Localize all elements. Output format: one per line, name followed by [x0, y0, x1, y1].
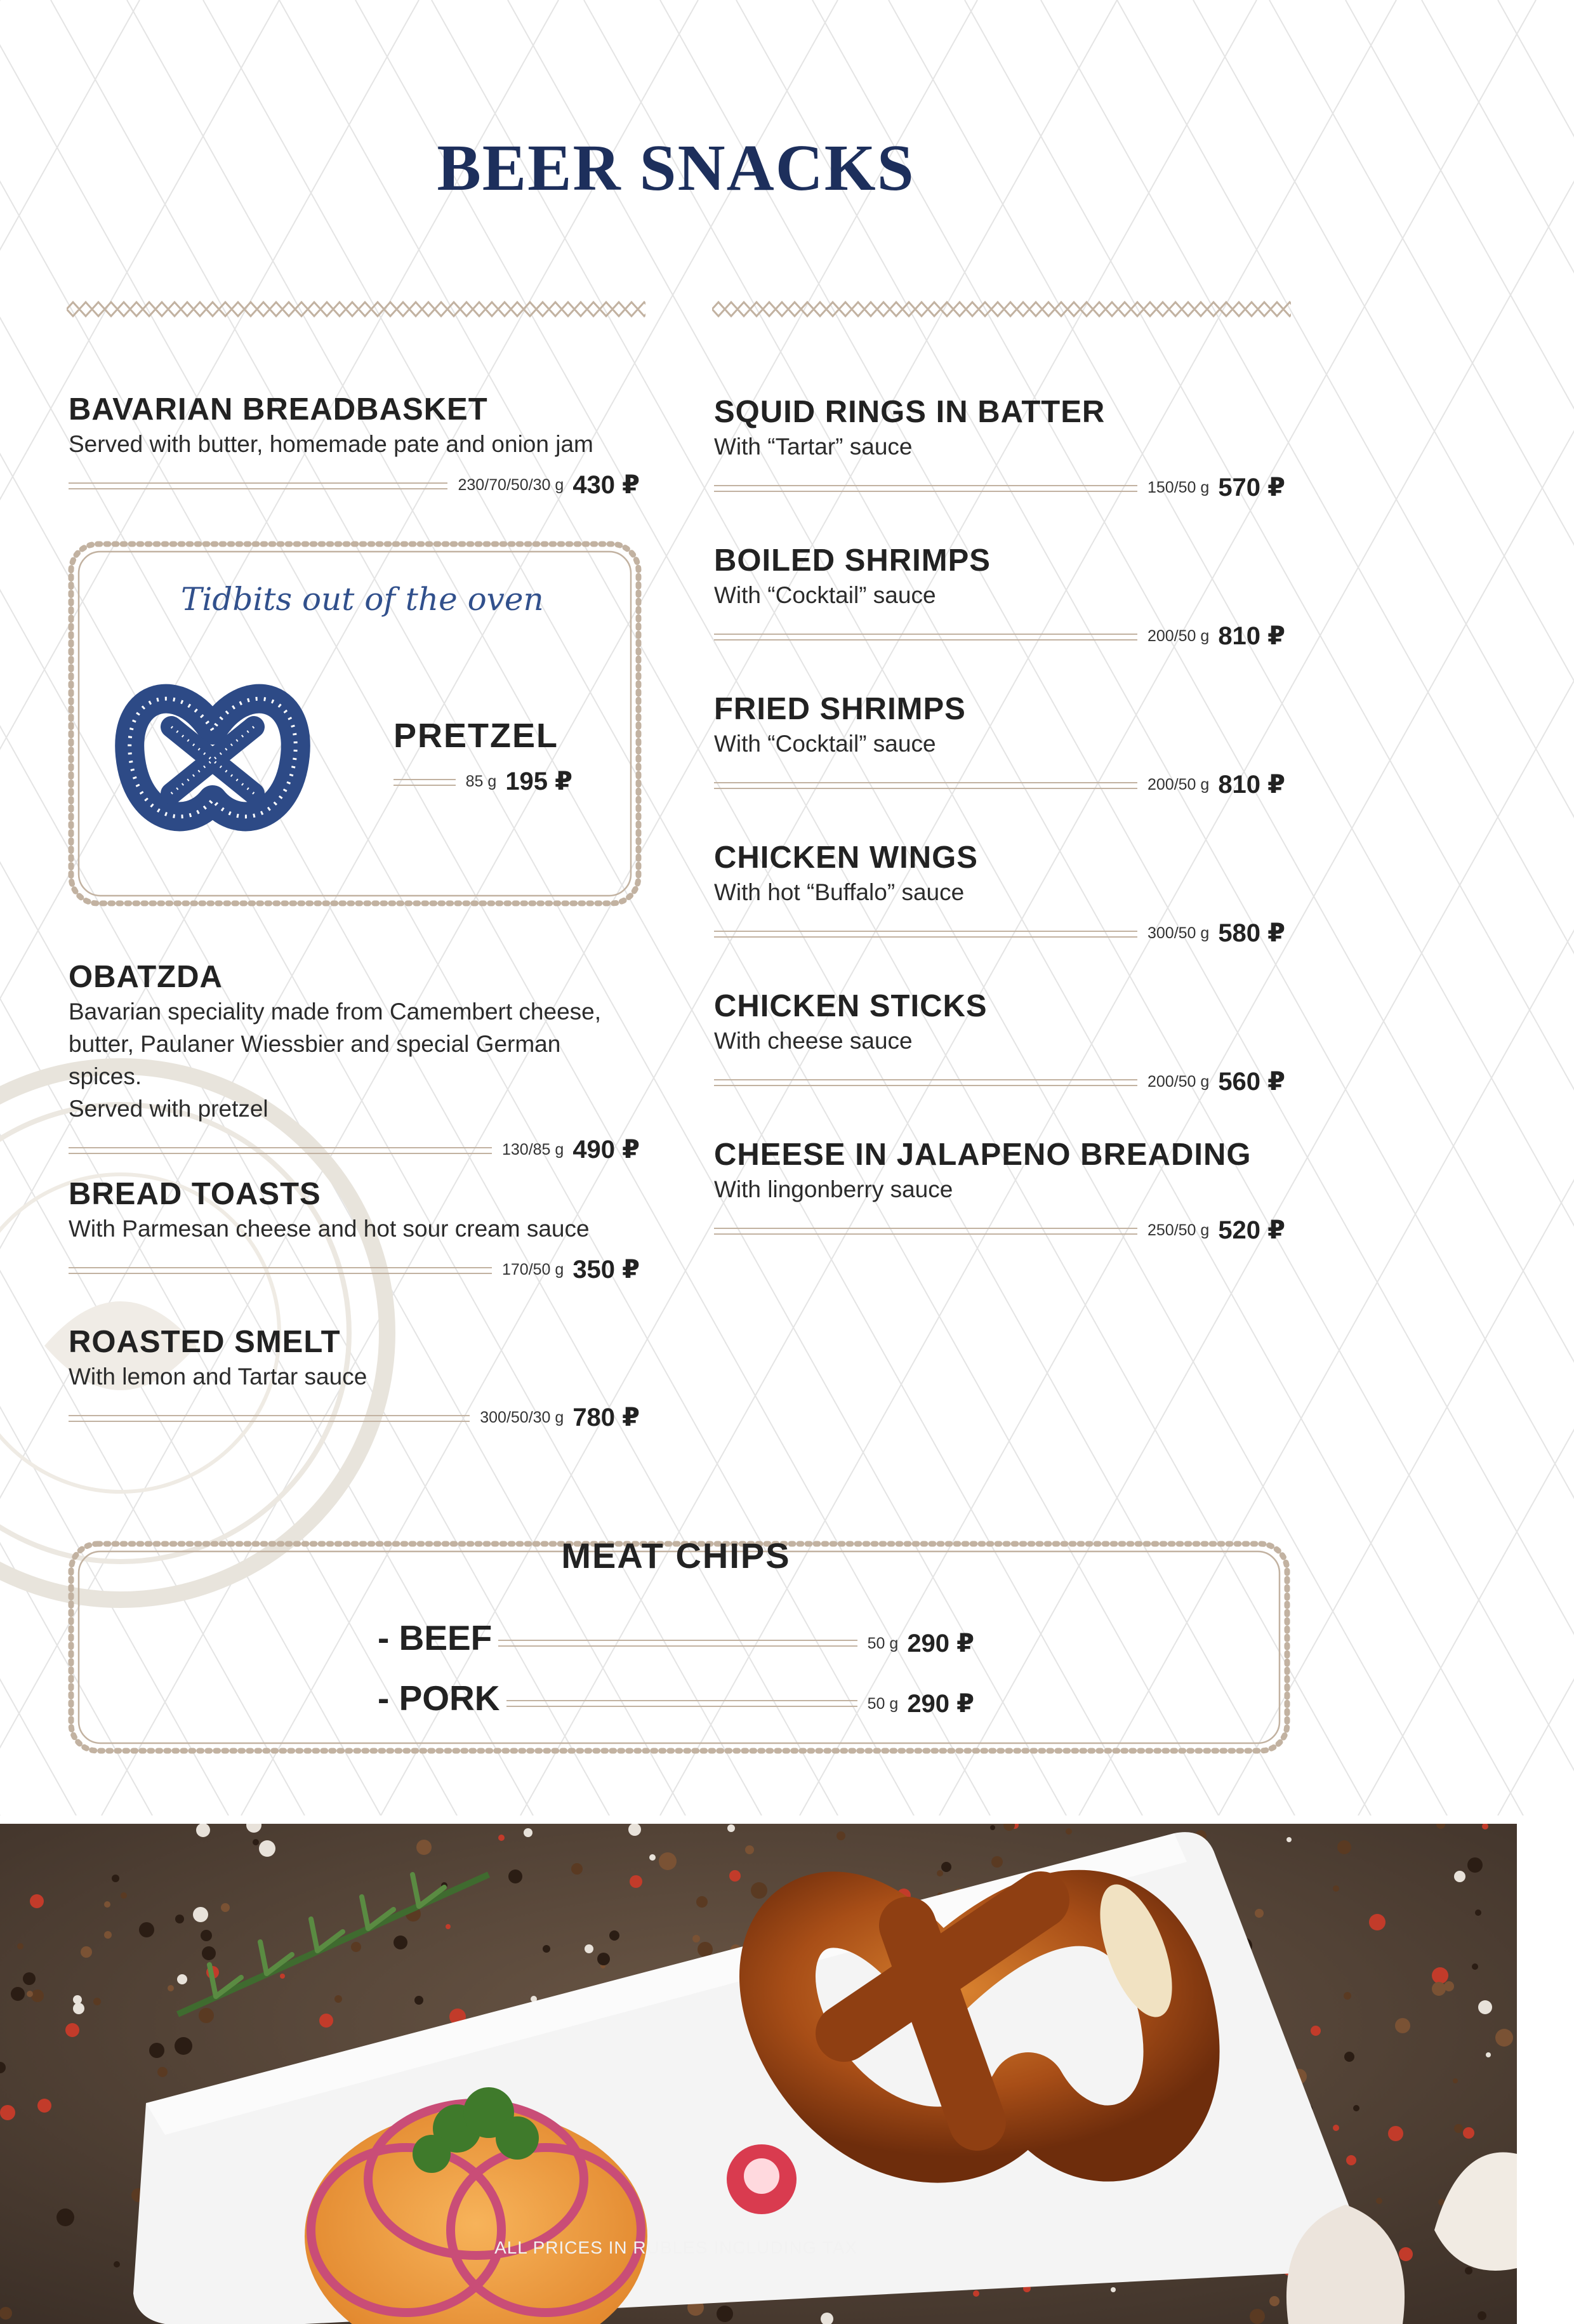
- item-name: - PORK: [378, 1678, 500, 1718]
- menu-item-bread-toasts: [69, 1176, 640, 1284]
- item-weight: 230/70/50/30 g: [458, 476, 564, 494]
- item-name: - BEEF: [378, 1618, 493, 1657]
- price-row: [714, 912, 1285, 948]
- price-leader: [714, 1228, 1137, 1235]
- price-row: [69, 1249, 640, 1284]
- price-row: [69, 464, 640, 500]
- menu-item-roasted-smelt: [69, 1324, 640, 1432]
- pretzel-name: PRETZEL: [394, 717, 559, 755]
- pretzel-icon: [111, 667, 314, 857]
- price-row: [714, 1061, 1285, 1096]
- menu-item-cheese-jalapeno: [714, 1136, 1285, 1245]
- item-price: 580 ₽: [1218, 919, 1285, 947]
- price-row: [714, 467, 1285, 502]
- item-description-line: butter, Paulaner Wiessbier and special German spices.: [69, 1031, 561, 1089]
- meat-chips-item-beef: [378, 1617, 974, 1658]
- section-divider-right: [712, 298, 1291, 320]
- item-price: 195 ₽: [505, 767, 572, 795]
- item-weight: 50 g: [867, 1695, 899, 1713]
- item-name: CHICKEN WINGS: [714, 840, 978, 875]
- item-price: 290 ₽: [907, 1690, 974, 1718]
- section-divider-left: [67, 298, 645, 320]
- menu-item-boiled-shrimps: [714, 542, 1285, 651]
- item-weight: 170/50 g: [501, 1261, 564, 1278]
- item-description: With Parmesan cheese and hot sour cream sauce: [69, 1216, 590, 1242]
- item-weight: 200/50 g: [1147, 776, 1210, 793]
- item-description: With cheese sauce: [714, 1028, 913, 1054]
- item-price: 780 ₽: [572, 1404, 640, 1431]
- item-description: With lingonberry sauce: [714, 1176, 953, 1202]
- tidbits-heading: Tidbits out of the oven: [181, 581, 544, 618]
- item-name: FRIED SHRIMPS: [714, 692, 966, 726]
- price-leader: [69, 1415, 470, 1422]
- item-name: ROASTED SMELT: [69, 1325, 341, 1359]
- item-name: OBATZDA: [69, 960, 223, 994]
- item-weight: 250/50 g: [1147, 1221, 1210, 1239]
- item-description: With “Cocktail” sauce: [714, 731, 936, 757]
- item-name: CHEESE IN JALAPENO BREADING: [714, 1138, 1252, 1172]
- item-price: 560 ₽: [1218, 1068, 1285, 1096]
- menu-item-fried-shrimps: [714, 691, 1285, 799]
- price-leader: [714, 931, 1137, 938]
- item-price: 350 ₽: [572, 1256, 640, 1284]
- item-description: With hot “Buffalo” sauce: [714, 879, 965, 905]
- page-title: BEER SNACKS: [437, 131, 915, 204]
- price-leader: [714, 1079, 1137, 1086]
- price-leader: [69, 1267, 492, 1274]
- item-weight: 130/85 g: [501, 1141, 564, 1159]
- item-name: BOILED SHRIMPS: [714, 543, 991, 578]
- menu-item-chicken-wings: [714, 839, 1285, 948]
- price-row: [69, 1129, 640, 1164]
- item-weight: 200/50 g: [1147, 1073, 1210, 1091]
- tax-footnote: ALL PRICES IN RUBLES INCLUDING TAX: [494, 2238, 857, 2257]
- item-name: SQUID RINGS IN BATTER: [714, 395, 1106, 429]
- price-row: [714, 1209, 1285, 1245]
- meat-chips-item-pork: [378, 1678, 974, 1718]
- meat-chips-title: MEAT CHIPS: [561, 1536, 791, 1576]
- item-price: 810 ₽: [1218, 771, 1285, 799]
- item-price: 810 ₽: [1218, 622, 1285, 650]
- price-row: [714, 615, 1285, 651]
- price-leader: [69, 1147, 492, 1154]
- menu-item-chicken-sticks: [714, 988, 1285, 1096]
- item-description: With lemon and Tartar sauce: [69, 1364, 367, 1390]
- price-leader: [394, 779, 456, 786]
- item-name: BREAD TOASTS: [69, 1177, 321, 1211]
- menu-item-obatzda: [69, 959, 640, 1164]
- price-leader: [69, 482, 447, 489]
- item-weight: 200/50 g: [1147, 627, 1210, 645]
- price-row: [69, 1397, 640, 1432]
- item-price: 520 ₽: [1218, 1216, 1285, 1244]
- item-weight: 300/50/30 g: [480, 1409, 564, 1426]
- item-name: CHICKEN STICKS: [714, 989, 988, 1023]
- item-price: 430 ₽: [572, 471, 640, 499]
- item-description: With “Tartar” sauce: [714, 434, 913, 460]
- item-weight: 50 g: [867, 1635, 899, 1652]
- item-description-line: Served with pretzel: [69, 1096, 268, 1122]
- item-weight: 300/50 g: [1147, 924, 1210, 942]
- item-price: 490 ₽: [572, 1136, 640, 1164]
- menu-item-bavarian-breadbasket: [69, 391, 640, 500]
- item-price: 290 ₽: [907, 1630, 974, 1657]
- item-name: BAVARIAN BREADBASKET: [69, 392, 488, 427]
- pretzel-price-row: [394, 760, 572, 796]
- item-weight: 150/50 g: [1147, 479, 1210, 496]
- price-leader: [714, 634, 1137, 641]
- price-leader: [506, 1700, 857, 1707]
- price-leader: [714, 782, 1137, 789]
- item-description: With “Cocktail” sauce: [714, 582, 936, 608]
- item-description: Served with butter, homemade pate and onion jam: [69, 431, 593, 457]
- item-price: 570 ₽: [1218, 474, 1285, 501]
- price-row: [714, 764, 1285, 799]
- price-leader: [498, 1640, 857, 1647]
- price-leader: [714, 485, 1137, 492]
- item-description-line: Bavarian speciality made from Camembert cheese,: [69, 999, 602, 1025]
- item-weight: 85 g: [465, 773, 497, 790]
- menu-item-squid-rings: [714, 394, 1285, 502]
